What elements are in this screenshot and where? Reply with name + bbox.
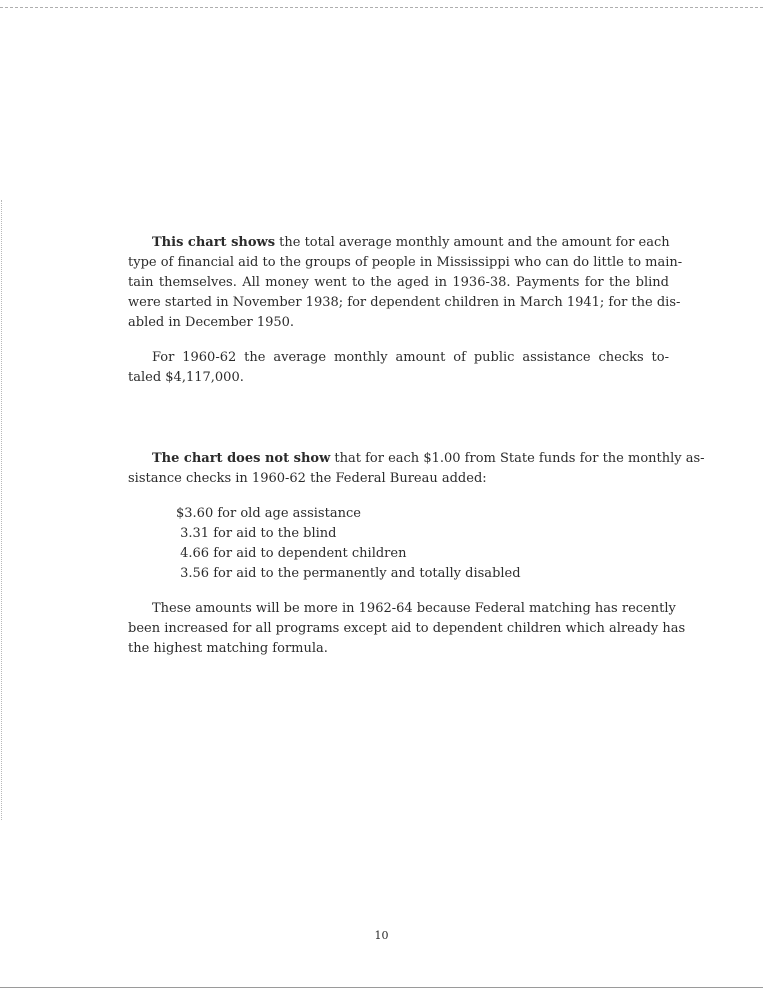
paragraph-total-amount (128, 348, 669, 388)
paragraph-line: were started in November 1938; for dependent children in March 1941; for the dis- (128, 295, 681, 310)
paragraph-line: the highest matching formula. (128, 641, 328, 656)
line-text: the total average monthly amount and the amount for each (275, 235, 670, 250)
paragraph-line: type of financial aid to the groups of people in Mississippi who can do little to main- (128, 255, 683, 270)
federal-matching-list (176, 504, 521, 584)
paragraph-chart-does-not-show (128, 449, 705, 489)
list-item: 4.66 for aid to dependent children (176, 546, 407, 561)
paragraph-line: tain themselves. All money went to the aged in 1936-38. Payments for the blind (128, 275, 669, 290)
page-number: 10 (374, 929, 389, 942)
paragraph-line (128, 233, 669, 253)
paragraph-line (128, 449, 705, 469)
left-edge-mark (1, 200, 2, 820)
lead-phrase: This chart shows (152, 235, 276, 250)
paragraph-line: These amounts will be more in 1962-64 because Federal matching has recently (152, 601, 676, 616)
paragraph-line: For 1960-62 the average monthly amount of public assistance checks to- (152, 350, 669, 365)
paragraph-line: taled $4,117,000. (128, 370, 244, 385)
paragraph-line: been increased for all programs except aid to dependent children which already has (128, 621, 686, 636)
list-item: $3.60 for old age assistance (176, 506, 361, 521)
top-edge-rule (0, 7, 763, 8)
line-text: that for each $1.00 from State funds for the monthly as- (330, 451, 705, 466)
paragraph-line: sistance checks in 1960-62 the Federal Bureau added: (128, 471, 487, 486)
list-item: 3.56 for aid to the permanently and totally disabled (176, 566, 521, 581)
paragraph-line: abled in December 1950. (128, 315, 295, 330)
lead-phrase: The chart does not show (152, 451, 331, 466)
bottom-edge-rule (0, 987, 763, 988)
paragraph-future-amounts (128, 599, 686, 659)
list-item: 3.31 for aid to the blind (176, 526, 337, 541)
paragraph-chart-shows (128, 233, 683, 333)
